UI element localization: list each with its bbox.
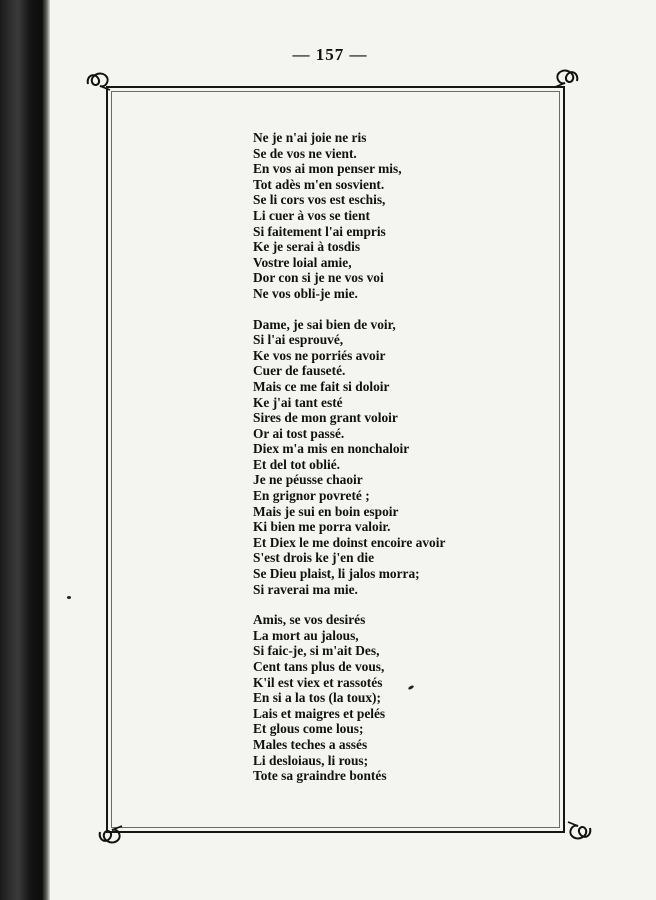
poem-line: Li cuer à vos se tient xyxy=(253,207,370,223)
poem-line: La mort au jalous, xyxy=(253,627,359,643)
poem-line: Si raverai ma mie. xyxy=(253,581,358,597)
poem-line: Mais ce me fait si doloir xyxy=(253,378,390,394)
page-number: — 157 — xyxy=(292,45,368,64)
stanza-1 xyxy=(253,130,553,302)
poem-line: Je ne péusse chaoir xyxy=(253,472,363,488)
poem-line: Vostre loial amie, xyxy=(253,254,352,270)
poem-line: Li desloiaus, li rous; xyxy=(253,752,369,768)
poem-line: Or ai tost passé. xyxy=(253,425,345,441)
poem-line: Tot adès m'en sosvient. xyxy=(253,176,385,192)
stanza-3 xyxy=(253,612,553,784)
corner-ornament-bottom-right-icon xyxy=(566,818,594,846)
poem-line: Sires de mon grant voloir xyxy=(253,410,398,426)
stanza-2 xyxy=(253,317,553,598)
ink-speck xyxy=(67,596,71,599)
corner-ornament-bottom-left-icon xyxy=(96,822,124,850)
poem-line: Et Diex le me doinst encoire avoir xyxy=(253,534,446,550)
poem-text xyxy=(253,130,553,799)
poem-line: Mais je sui en boin espoir xyxy=(253,503,399,519)
poem-line: Se Dieu plaist, li jalos morra; xyxy=(253,566,420,582)
poem-line: En vos ai mon penser mis, xyxy=(253,161,402,177)
poem-line: Cent tans plus de vous, xyxy=(253,659,385,674)
poem-line: Ke j'ai tant esté xyxy=(253,394,343,410)
poem-line: Si faic-je, si m'ait Des, xyxy=(253,643,380,659)
poem-line: Si l'ai esprouvé, xyxy=(253,332,344,348)
poem-line: Et del tot oblié. xyxy=(253,456,341,472)
poem-line: Lais et maigres et pelés xyxy=(253,705,386,721)
poem-line: Males teches a assés xyxy=(253,736,368,752)
poem-line: Se de vos ne vient. xyxy=(253,145,357,161)
poem-line: Ne vos obli-je mie. xyxy=(253,285,358,301)
poem-line: Ke je serai à tosdis xyxy=(253,239,361,255)
poem-line: Ke vos ne porriés avoir xyxy=(253,347,386,363)
poem-line: Ne je n'ai joie ne ris xyxy=(253,130,367,145)
poem-line: Diex m'a mis en nonchaloir xyxy=(253,441,410,457)
poem-line: Tote sa graindre bontés xyxy=(253,768,387,784)
poem-line: Amis, se vos desirés xyxy=(253,612,366,628)
poem-line: En grignor povreté ; xyxy=(253,488,370,504)
book-spine-shadow xyxy=(0,0,50,900)
poem-line: Cuer de fauseté. xyxy=(253,363,346,379)
corner-ornament-top-right-icon xyxy=(553,63,581,91)
poem-line: Se li cors vos est eschis, xyxy=(253,192,386,208)
poem-line: Et glous come lous; xyxy=(253,721,364,737)
poem-line: Dor con si je ne vos voi xyxy=(253,270,384,286)
corner-ornament-top-left-icon xyxy=(84,66,112,94)
poem-line: Ki bien me porra valoir. xyxy=(253,519,391,535)
poem-line: K'il est viex et rassotés xyxy=(253,674,383,690)
poem-line: S'est drois ke j'en die xyxy=(253,550,375,566)
poem-line: Dame, je sai bien de voir, xyxy=(253,316,396,332)
poem-line: En si a la tos (la toux); xyxy=(253,690,381,706)
poem-line: Si faitement l'ai empris xyxy=(253,223,386,239)
